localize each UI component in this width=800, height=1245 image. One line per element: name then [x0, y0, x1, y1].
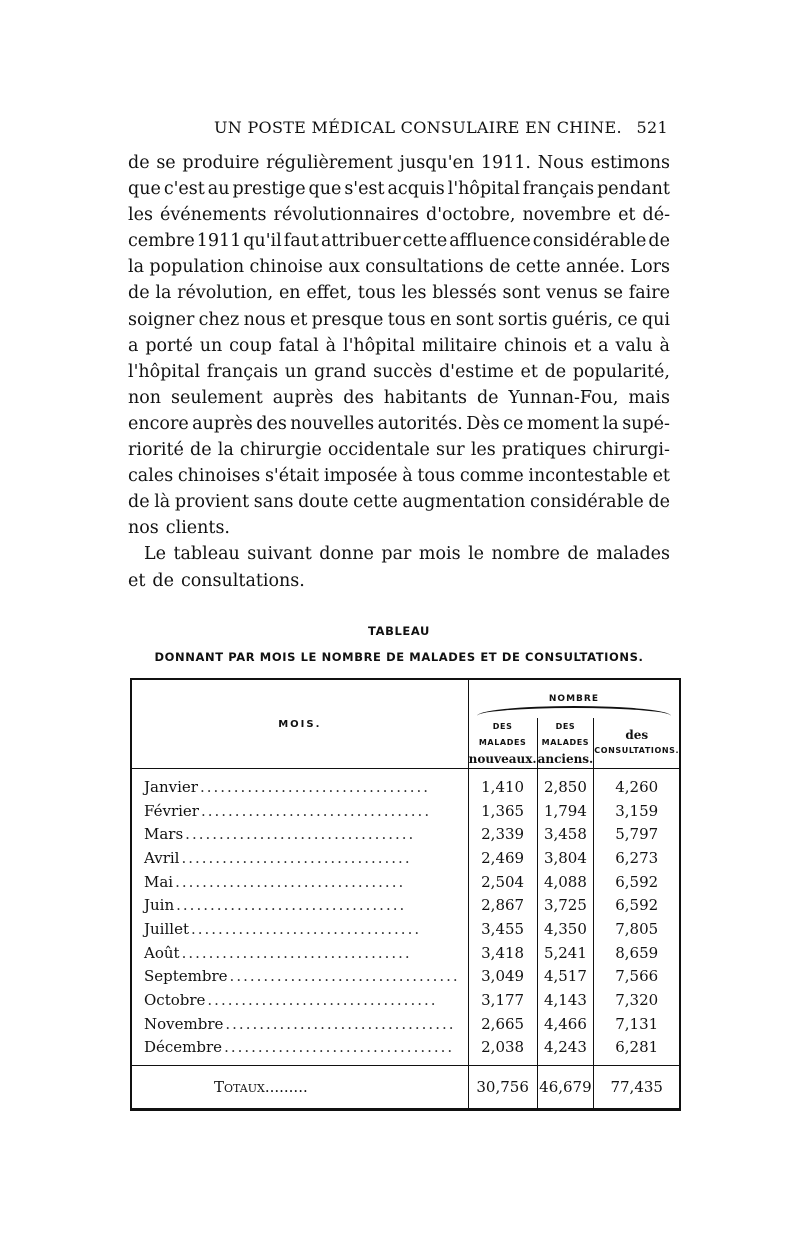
total-anciens: 46,679 — [537, 1066, 594, 1110]
word: blessés — [432, 283, 497, 304]
leader-dots: .................................. — [207, 991, 438, 1010]
header-col1-bottom: nouveaux. — [468, 752, 537, 766]
word: moment — [526, 413, 600, 434]
word: a — [128, 335, 139, 356]
word: événements — [159, 205, 267, 226]
leader-dots: .................................. — [185, 825, 416, 844]
word: un — [199, 335, 223, 356]
word: Yunnan-Fou, — [508, 387, 619, 408]
malades-nouveaux-cell: 2,469 — [468, 846, 537, 870]
month-cell — [131, 893, 468, 917]
text-line — [128, 150, 670, 176]
totals-dots: ......... — [264, 1078, 308, 1097]
word: venus — [546, 283, 598, 304]
word: nos — [128, 518, 159, 539]
table-row — [131, 870, 680, 894]
word: révolution, — [177, 283, 274, 304]
word: augmentation — [402, 492, 526, 513]
word: de — [544, 361, 567, 382]
word: chinoise — [249, 257, 323, 278]
word: ce — [617, 309, 638, 330]
statistics-table — [130, 678, 681, 1111]
consultations-cell: 6,273 — [615, 848, 659, 867]
table-row — [131, 917, 680, 941]
word: incontestable — [528, 466, 648, 487]
table-row — [131, 799, 680, 823]
word: chirurgie — [239, 440, 322, 461]
word: à — [402, 466, 413, 487]
header-col3-top: des — [625, 728, 649, 742]
month-name: Mars — [144, 825, 184, 844]
word: 1911. — [480, 153, 531, 173]
text-line — [128, 515, 670, 541]
word: de — [190, 440, 212, 461]
word: et — [520, 361, 538, 382]
month-cell — [131, 822, 468, 846]
word: un — [284, 361, 308, 382]
word: sont — [502, 283, 541, 304]
text-line — [128, 359, 670, 385]
word: tous — [387, 309, 426, 330]
header-col2-top: DES MALADES — [541, 722, 590, 747]
word: seulement — [171, 387, 263, 408]
malades-anciens-cell: 1,794 — [537, 799, 594, 823]
word: les — [470, 440, 496, 461]
word: riorité — [128, 440, 184, 461]
malades-nouveaux-cell: 1,365 — [468, 799, 537, 823]
header-malades-anciens — [537, 718, 594, 769]
text-line — [128, 489, 670, 515]
text-line — [128, 541, 670, 567]
malades-anciens-cell: 4,350 — [537, 917, 594, 941]
word: à — [659, 335, 670, 356]
word: considérable — [532, 231, 647, 252]
word: porté — [145, 335, 193, 356]
month-name: Juillet — [144, 919, 189, 938]
word: français — [522, 179, 595, 200]
word: imposée — [323, 466, 398, 487]
word: provient — [174, 492, 250, 513]
word: faut — [283, 231, 319, 252]
word: sont — [455, 309, 494, 330]
word: suivant — [247, 544, 312, 565]
word: affluence — [449, 231, 531, 252]
text-line — [128, 437, 670, 463]
word: année. — [565, 257, 626, 278]
leader-dots: .................................. — [176, 896, 407, 915]
month-name: Mai — [144, 872, 174, 891]
word: prestige — [232, 179, 306, 200]
totals-label: Totaux — [214, 1078, 265, 1097]
word: chinois — [503, 335, 568, 356]
word: cales — [128, 466, 174, 487]
word: et — [573, 335, 592, 356]
word: chirurgi- — [592, 440, 670, 461]
month-cell — [131, 1012, 468, 1036]
word: l'hôpital — [342, 335, 416, 356]
word: popularité, — [572, 361, 670, 382]
word: la — [217, 440, 234, 461]
word: en — [278, 283, 301, 304]
table-row — [131, 822, 680, 846]
word: et — [289, 309, 308, 330]
month-cell — [131, 941, 468, 965]
body-text — [128, 150, 670, 594]
word: les — [128, 205, 153, 226]
word: cette — [353, 492, 398, 513]
paragraph-2 — [128, 541, 670, 593]
word: se — [156, 153, 176, 173]
word: cembre — [128, 231, 195, 252]
word: le — [468, 544, 485, 565]
malades-nouveaux-cell: 2,339 — [468, 822, 537, 846]
word: mais — [628, 387, 670, 408]
leader-dots: .................................. — [225, 1014, 456, 1033]
leader-dots: .................................. — [229, 967, 460, 986]
totals-row — [131, 1066, 680, 1110]
word: se — [603, 283, 623, 304]
word: d'estime — [438, 361, 514, 382]
word: habitants — [383, 387, 468, 408]
word: au — [207, 179, 230, 200]
header-col1-top: DES MALADES — [478, 722, 527, 747]
table-row — [131, 965, 680, 989]
text-line — [128, 202, 670, 228]
malades-nouveaux-cell: 1,410 — [468, 775, 537, 799]
word: aux — [328, 257, 360, 278]
month-cell — [131, 965, 468, 989]
malades-nouveaux-cell: 2,504 — [468, 870, 537, 894]
text-line — [128, 254, 670, 280]
word: Nous — [537, 153, 584, 173]
word: faire — [628, 283, 670, 304]
word: consultations — [365, 257, 484, 278]
word: les — [401, 283, 427, 304]
word: encore — [128, 413, 189, 434]
word: en — [429, 309, 452, 330]
word: jusqu'en — [399, 153, 475, 173]
word: sur — [436, 440, 465, 461]
word: estimons — [590, 153, 670, 173]
table-caption-title: TABLEAU — [368, 624, 430, 638]
consultations-cell: 8,659 — [615, 943, 659, 962]
word: que — [308, 179, 342, 200]
word: presque — [311, 309, 384, 330]
word: Lors — [630, 257, 670, 278]
word: de — [648, 231, 670, 252]
table-row — [131, 893, 680, 917]
word: acquis — [387, 179, 445, 200]
malades-anciens-cell: 4,143 — [537, 988, 594, 1012]
word: de — [128, 492, 150, 513]
word: auprès — [192, 413, 253, 434]
consultations-cell: 7,320 — [615, 991, 659, 1010]
word: tous — [417, 466, 456, 487]
month-cell — [131, 870, 468, 894]
leader-dots: .................................. — [200, 801, 432, 820]
month-name: Juin — [144, 896, 175, 915]
page-number: 521 — [636, 118, 668, 137]
table-row — [131, 941, 680, 965]
malades-anciens-cell: 4,243 — [537, 1036, 594, 1060]
word: mois — [418, 544, 461, 565]
word: tableau — [173, 544, 240, 565]
malades-nouveaux-cell: 2,038 — [468, 1036, 537, 1060]
malades-anciens-cell: 3,458 — [537, 822, 594, 846]
word: l'hôpital — [128, 361, 201, 382]
total-consultations: 77,435 — [594, 1066, 680, 1110]
word: nombre — [491, 544, 560, 565]
word: de — [128, 283, 150, 304]
word: consultations. — [180, 570, 305, 591]
month-cell — [131, 846, 468, 870]
word: cette — [515, 257, 561, 278]
header-col2-bottom: anciens. — [537, 752, 594, 766]
malades-anciens-cell: 3,804 — [537, 846, 594, 870]
word: révolutionnaires — [273, 205, 419, 226]
word: régulièrement — [266, 153, 393, 173]
malades-anciens-cell: 4,517 — [537, 965, 594, 989]
consultations-cell: 6,281 — [615, 1038, 659, 1057]
leader-dots: .................................. — [199, 777, 431, 796]
word: pratiques — [501, 440, 587, 461]
table-row — [131, 775, 680, 799]
word: tous — [357, 283, 396, 304]
word: novembre — [522, 205, 612, 226]
table-body — [131, 769, 680, 1066]
paragraph-1 — [128, 150, 670, 541]
text-line — [128, 280, 670, 306]
word: de — [128, 153, 150, 173]
running-head — [128, 118, 668, 142]
word: fatal — [278, 335, 319, 356]
consultations-cell: 4,260 — [615, 777, 659, 796]
word: de — [488, 257, 511, 278]
word: occidentale — [327, 440, 430, 461]
word: français — [206, 361, 279, 382]
word: chez — [198, 309, 240, 330]
word: et — [128, 570, 146, 591]
malades-nouveaux-cell: 3,418 — [468, 941, 537, 965]
word: qui — [641, 309, 670, 330]
text-line — [128, 385, 670, 411]
consultations-cell: 5,797 — [615, 825, 659, 844]
month-cell — [131, 988, 468, 1012]
text-line — [128, 568, 670, 594]
word: de — [567, 544, 589, 565]
word: la — [155, 283, 172, 304]
malades-anciens-cell: 5,241 — [537, 941, 594, 965]
word: dé- — [642, 205, 670, 226]
month-name: Avril — [144, 848, 180, 867]
word: Dès — [466, 413, 500, 434]
word: produire — [182, 153, 260, 173]
month-name: Septembre — [144, 967, 228, 986]
word: cette — [402, 231, 448, 252]
word: chinoises — [177, 466, 261, 487]
month-name: Octobre — [144, 991, 206, 1010]
word: soigner — [128, 309, 195, 330]
word: sortis — [497, 309, 548, 330]
consultations-cell: 3,159 — [615, 801, 659, 820]
text-line — [128, 228, 670, 254]
word: auprès — [272, 387, 334, 408]
word: et — [652, 466, 670, 487]
word: donne — [319, 544, 374, 565]
leader-dots: .................................. — [181, 943, 412, 962]
month-cell — [131, 799, 468, 823]
text-line — [128, 307, 670, 333]
consultations-cell: 6,592 — [615, 872, 659, 891]
table-row — [131, 1012, 680, 1036]
word: militaire — [421, 335, 498, 356]
word: ce — [503, 413, 524, 434]
word: la — [602, 413, 619, 434]
word: doute — [298, 492, 349, 513]
word: valu — [615, 335, 653, 356]
month-name: Février — [144, 801, 199, 820]
consultations-cell: 7,131 — [615, 1014, 659, 1033]
month-cell — [131, 1036, 468, 1060]
word: par — [381, 544, 412, 565]
malades-nouveaux-cell: 2,665 — [468, 1012, 537, 1036]
malades-nouveaux-cell: 2,867 — [468, 893, 537, 917]
word: c'est — [163, 179, 205, 200]
word: s'est — [344, 179, 385, 200]
word: clients. — [165, 518, 230, 539]
word: succès — [373, 361, 433, 382]
text-line — [128, 411, 670, 437]
malades-anciens-cell: 2,850 — [537, 775, 594, 799]
table-row — [131, 1036, 680, 1060]
month-name: Août — [144, 943, 180, 962]
word: nous — [243, 309, 286, 330]
word: qu'il — [243, 231, 282, 252]
leader-dots: .................................. — [181, 848, 412, 867]
month-name: Novembre — [144, 1014, 224, 1033]
word: là — [154, 492, 171, 513]
word: des — [343, 387, 374, 408]
word: Le — [144, 544, 166, 565]
word: la — [128, 257, 145, 278]
header-nombre-label: NOMBRE — [548, 694, 599, 704]
word: à — [325, 335, 337, 356]
malades-nouveaux-cell: 3,177 — [468, 988, 537, 1012]
month-name: Décembre — [144, 1038, 223, 1057]
word: grand — [313, 361, 367, 382]
word: sans — [253, 492, 294, 513]
word: des — [256, 413, 287, 434]
word: l'hôpital — [447, 179, 520, 200]
malades-anciens-cell: 4,466 — [537, 1012, 594, 1036]
word: effet, — [306, 283, 353, 304]
consultations-cell: 7,566 — [615, 967, 659, 986]
word: supé- — [622, 413, 670, 434]
word: de — [152, 570, 174, 591]
word: non — [128, 387, 162, 408]
table-row — [131, 846, 680, 870]
word: population — [149, 257, 245, 278]
consultations-cell: 7,805 — [615, 919, 659, 938]
running-head-title: UN POSTE MÉDICAL CONSULAIRE EN CHINE. — [214, 118, 622, 137]
malades-nouveaux-cell: 3,049 — [468, 965, 537, 989]
leader-dots: .................................. — [175, 872, 406, 891]
word: s'était — [264, 466, 320, 487]
word: pendant — [597, 179, 670, 200]
word: coup — [229, 335, 272, 356]
month-name: Janvier — [144, 777, 198, 796]
word: considérable — [530, 492, 644, 513]
totals-label-cell — [131, 1066, 468, 1110]
header-mois: MOIS. — [131, 679, 468, 769]
word: d'octobre, — [426, 205, 516, 226]
leader-dots: .................................. — [190, 919, 422, 938]
brace-divider — [477, 706, 672, 716]
word: de — [476, 387, 499, 408]
text-line — [128, 176, 670, 202]
malades-anciens-cell: 4,088 — [537, 870, 594, 894]
month-cell — [131, 917, 468, 941]
text-line — [128, 463, 670, 489]
malades-nouveaux-cell: 3,455 — [468, 917, 537, 941]
word: et — [618, 205, 636, 226]
month-cell — [131, 775, 468, 799]
word: nouvelles — [290, 413, 375, 434]
header-consultations — [594, 718, 680, 769]
word: guéris, — [551, 309, 614, 330]
table-row — [131, 988, 680, 1012]
total-nouveaux: 30,756 — [468, 1066, 537, 1110]
word: comme — [459, 466, 524, 487]
consultations-cell: 6,592 — [615, 896, 659, 915]
word: 1911 — [196, 231, 242, 252]
leader-dots: .................................. — [224, 1038, 455, 1057]
header-malades-nouveaux — [468, 718, 537, 769]
word: autorités. — [377, 413, 463, 434]
word: attribuer — [320, 231, 401, 252]
table-caption-subtitle: DONNANT PAR MOIS LE NOMBRE DE MALADES ET DE CONSULTATIONS. — [154, 650, 644, 664]
header-nombre — [468, 679, 680, 718]
word: malades — [596, 544, 670, 565]
malades-anciens-cell: 3,725 — [537, 893, 594, 917]
word: de — [648, 492, 670, 513]
header-col3-bottom: CONSULTATIONS. — [594, 746, 680, 755]
text-line — [128, 333, 670, 359]
word: a — [598, 335, 609, 356]
word: que — [128, 179, 161, 200]
